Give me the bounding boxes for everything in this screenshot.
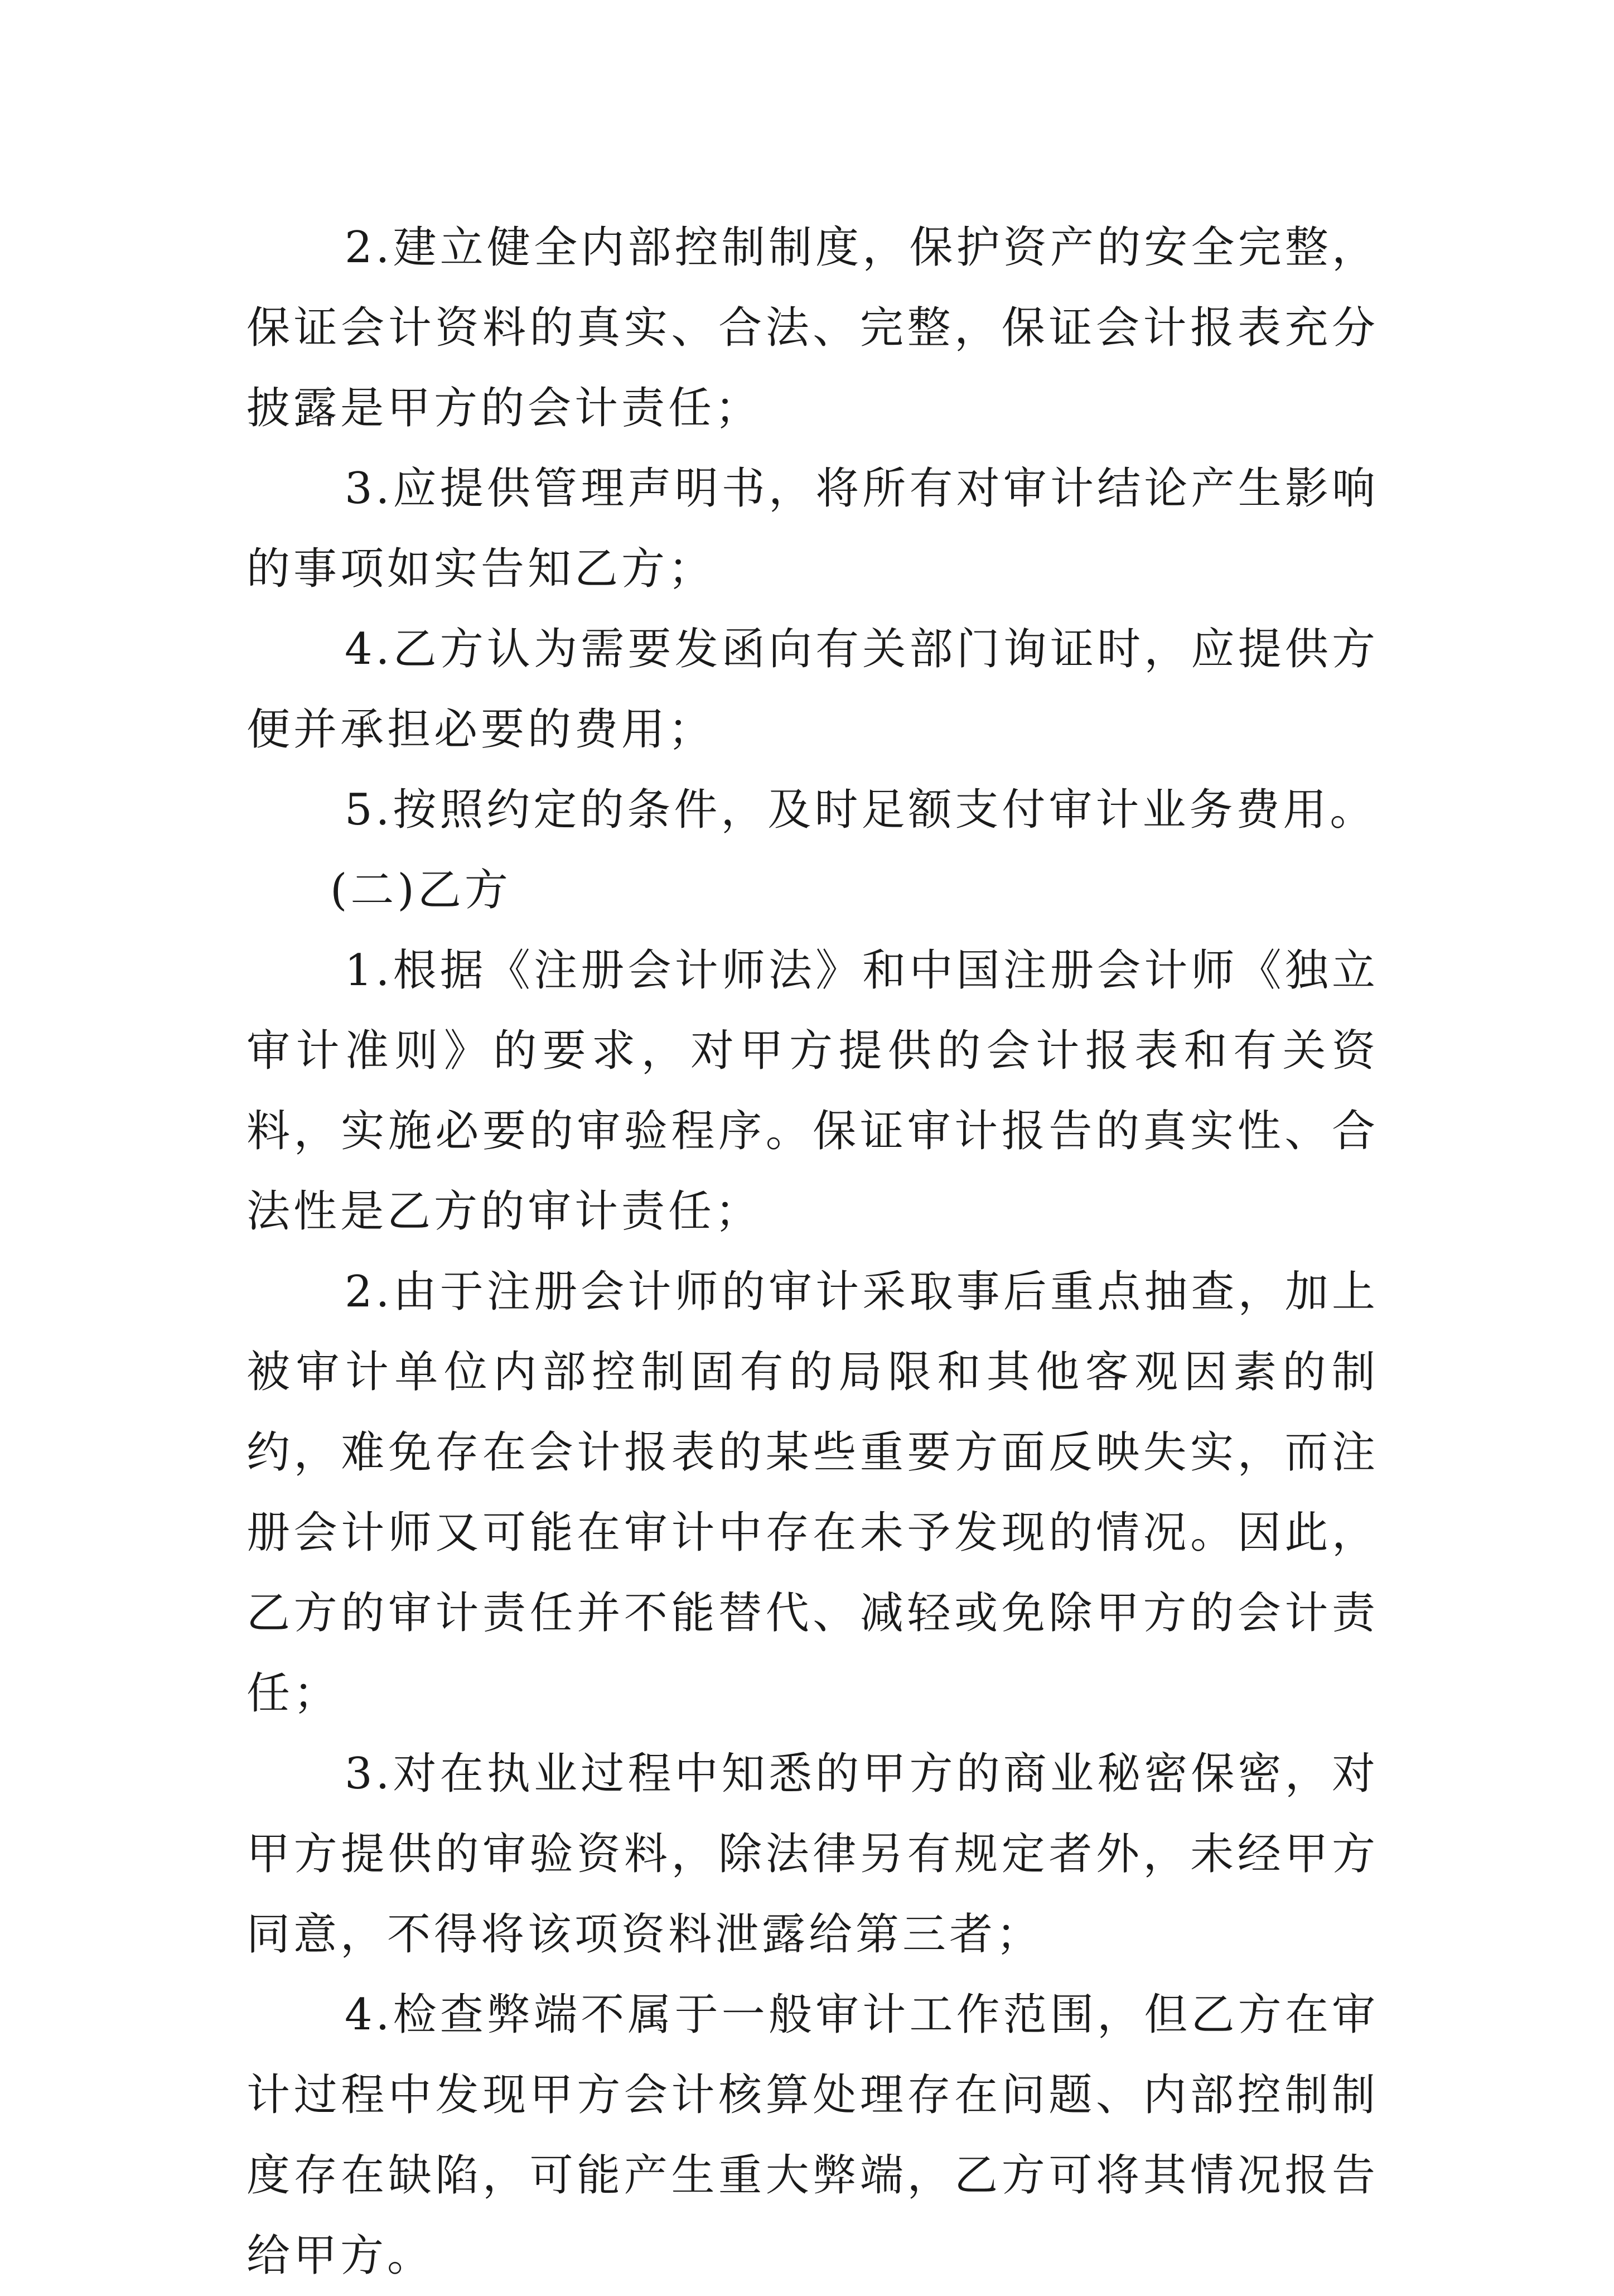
paragraph-jia-4: 4.乙方认为需要发函向有关部门询证时，应提供方便并承担必要的费用； (247, 624, 1379, 755)
paragraph-jia-5: 5.按照约定的条件，及时足额支付审计业务费用。 (345, 785, 1377, 835)
paragraph-jia-2: 2.建立健全内部控制制度，保护资产的安全完整，保证会计资料的真实、合法、完整，保证会计报表充分披露是甲方的会计责任； (247, 223, 1379, 433)
document-body (247, 208, 1379, 2296)
paragraph-yi-4: 4.检查弊端不属于一般审计工作范围，但乙方在审计过程中发现甲方会计核算处理存在问题、内部控制制度存在缺陷，可能产生重大弊端，乙方可将其情况报告给甲方。 (247, 1990, 1379, 2281)
paragraph-jia-3: 3.应提供管理声明书，将所有对审计结论产生影响的事项如实告知乙方； (247, 464, 1379, 594)
section-heading-yi: (二)乙方 (330, 865, 511, 915)
paragraph-yi-3: 3.对在执业过程中知悉的甲方的商业秘密保密，对甲方提供的审验资料，除法律另有规定者外，未经甲方同意，不得将该项资料泄露给第三者； (247, 1749, 1379, 1960)
paragraph-yi-1: 1.根据《注册会计师法》和中国注册会计师《独立审计准则》的要求，对甲方提供的会计报表和有关资料，实施必要的审验程序。保证审计报告的真实性、合法性是乙方的审计责任； (247, 946, 1379, 1237)
paragraph-yi-2: 2.由于注册会计师的审计采取事后重点抽查，加上被审计单位内部控制固有的局限和其他客观因素的制约，难免存在会计报表的某些重要方面反映失实，而注册会计师又可能在审计中存在未予发现的情况。因此，乙方的审计责任并不能替代、减轻或免除甲方的会计责任； (247, 1267, 1379, 1719)
